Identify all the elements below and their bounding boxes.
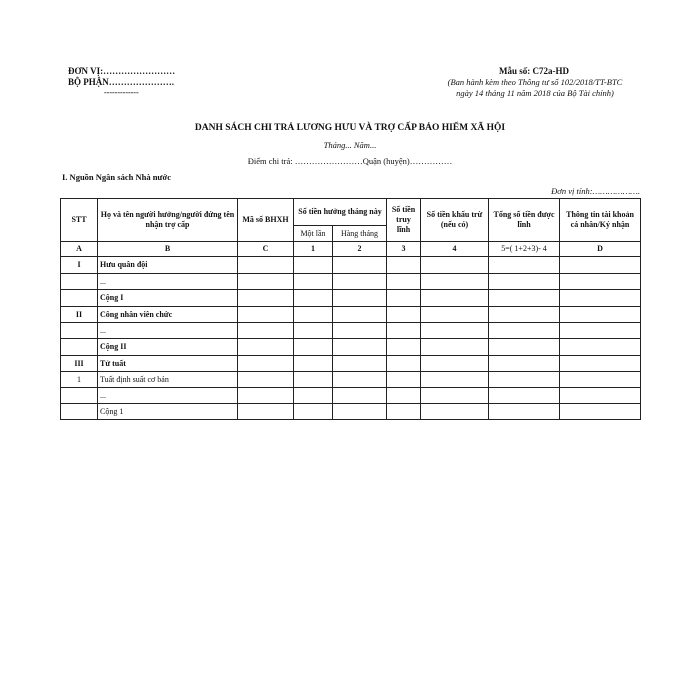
row-empty-cell bbox=[238, 257, 294, 274]
table-row bbox=[61, 274, 641, 290]
row-empty-cell bbox=[489, 290, 560, 307]
month-line: Tháng... Năm... bbox=[323, 140, 377, 150]
row-empty-cell bbox=[294, 339, 333, 356]
pay-point-line: Điểm chi trả: ……………………Quận (huyện)…………… bbox=[247, 156, 453, 166]
row-name-cell: Hưu quân đội bbox=[98, 257, 238, 274]
row-empty-cell bbox=[421, 307, 489, 323]
row-empty-cell bbox=[333, 372, 387, 388]
table-row bbox=[61, 372, 641, 388]
row-empty-cell bbox=[333, 290, 387, 307]
letter-cell: 4 bbox=[421, 242, 489, 257]
table-row bbox=[61, 323, 641, 339]
table-row bbox=[61, 290, 641, 307]
row-empty-cell bbox=[238, 323, 294, 339]
row-empty-cell bbox=[489, 372, 560, 388]
row-empty-cell bbox=[294, 307, 333, 323]
document-title: DANH SÁCH CHI TRẢ LƯƠNG HƯU VÀ TRỢ CẤP BẢO HIỂM XÃ HỘI bbox=[194, 123, 506, 133]
letter-cell: D bbox=[560, 242, 641, 257]
row-empty-cell bbox=[294, 257, 333, 274]
letter-cell: 2 bbox=[333, 242, 387, 257]
row-empty-cell bbox=[489, 274, 560, 290]
header-monthly: Hàng tháng bbox=[333, 226, 387, 242]
letter-cell: 5=( 1+2+3)- 4 bbox=[489, 242, 560, 257]
row-name-cell: ... bbox=[98, 323, 238, 339]
row-empty-cell bbox=[560, 257, 641, 274]
row-empty-cell bbox=[560, 339, 641, 356]
row-empty-cell bbox=[238, 274, 294, 290]
row-empty-cell bbox=[560, 274, 641, 290]
row-empty-cell bbox=[238, 290, 294, 307]
row-empty-cell bbox=[238, 339, 294, 356]
row-empty-cell bbox=[387, 323, 421, 339]
row-empty-cell bbox=[421, 290, 489, 307]
row-name-cell: ... bbox=[98, 274, 238, 290]
row-stt-cell: 1 bbox=[61, 372, 98, 388]
row-empty-cell bbox=[387, 290, 421, 307]
row-name-cell: Cộng I bbox=[98, 290, 238, 307]
row-empty-cell bbox=[294, 372, 333, 388]
row-name-cell: Tử tuất bbox=[98, 356, 238, 372]
row-empty-cell bbox=[238, 388, 294, 404]
unit-label: ĐƠN VỊ:…………………… bbox=[68, 66, 176, 76]
row-empty-cell bbox=[238, 404, 294, 420]
row-stt-cell bbox=[61, 388, 98, 404]
table-row bbox=[61, 404, 641, 420]
table-row bbox=[61, 339, 641, 356]
row-empty-cell bbox=[421, 388, 489, 404]
issued-line-2: ngày 14 tháng 11 năm 2018 của Bộ Tài chính) bbox=[456, 88, 614, 98]
row-empty-cell bbox=[489, 307, 560, 323]
row-empty-cell bbox=[421, 339, 489, 356]
department-label: BỘ PHẬN…………………. bbox=[68, 77, 175, 87]
row-stt-cell bbox=[61, 323, 98, 339]
table-row bbox=[61, 388, 641, 404]
row-empty-cell bbox=[421, 274, 489, 290]
letter-cell: A bbox=[61, 242, 98, 257]
row-empty-cell bbox=[421, 404, 489, 420]
row-empty-cell bbox=[387, 307, 421, 323]
row-empty-cell bbox=[421, 323, 489, 339]
table-row bbox=[61, 356, 641, 372]
row-empty-cell bbox=[333, 404, 387, 420]
header-name: Họ và tên người hưởng/người đứng tên nhận trợ cấp bbox=[98, 199, 238, 242]
table-row bbox=[61, 257, 641, 274]
letter-cell: 1 bbox=[294, 242, 333, 257]
column-letter-row bbox=[61, 242, 641, 257]
row-empty-cell bbox=[333, 274, 387, 290]
row-name-cell: Công nhân viên chức bbox=[98, 307, 238, 323]
row-empty-cell bbox=[238, 356, 294, 372]
row-empty-cell bbox=[387, 339, 421, 356]
header-deductions: Số tiền khấu trừ (nếu có) bbox=[421, 199, 489, 242]
row-empty-cell bbox=[489, 323, 560, 339]
letter-cell: C bbox=[238, 242, 294, 257]
table-row bbox=[61, 307, 641, 323]
row-stt-cell bbox=[61, 404, 98, 420]
row-name-cell: Tuất định suất cơ bản bbox=[98, 372, 238, 388]
header-arrears: Số tiền truy lĩnh bbox=[387, 199, 421, 242]
header-stt: STT bbox=[61, 199, 98, 242]
row-empty-cell bbox=[333, 356, 387, 372]
row-empty-cell bbox=[560, 323, 641, 339]
row-name-cell: ... bbox=[98, 388, 238, 404]
row-empty-cell bbox=[489, 356, 560, 372]
header-bhxh: Mã số BHXH bbox=[238, 199, 294, 242]
payment-table bbox=[60, 198, 641, 420]
header-one-time: Một lần bbox=[294, 226, 333, 242]
header-amount-this-month: Số tiền hưởng tháng này bbox=[294, 199, 387, 226]
row-empty-cell bbox=[560, 388, 641, 404]
row-empty-cell bbox=[421, 356, 489, 372]
row-empty-cell bbox=[560, 356, 641, 372]
row-empty-cell bbox=[294, 388, 333, 404]
row-empty-cell bbox=[333, 307, 387, 323]
row-empty-cell bbox=[489, 404, 560, 420]
row-empty-cell bbox=[489, 257, 560, 274]
row-empty-cell bbox=[387, 372, 421, 388]
row-empty-cell bbox=[333, 388, 387, 404]
row-name-cell: Cộng 1 bbox=[98, 404, 238, 420]
row-empty-cell bbox=[238, 307, 294, 323]
row-empty-cell bbox=[333, 323, 387, 339]
letter-cell: 3 bbox=[387, 242, 421, 257]
row-empty-cell bbox=[333, 257, 387, 274]
row-empty-cell bbox=[560, 372, 641, 388]
row-empty-cell bbox=[238, 372, 294, 388]
row-name-cell: Cộng II bbox=[98, 339, 238, 356]
section-heading: I. Nguồn Ngân sách Nhà nước bbox=[62, 172, 171, 182]
row-stt-cell bbox=[61, 290, 98, 307]
row-empty-cell bbox=[333, 339, 387, 356]
row-empty-cell bbox=[421, 372, 489, 388]
row-empty-cell bbox=[421, 257, 489, 274]
row-empty-cell bbox=[387, 274, 421, 290]
row-stt-cell: III bbox=[61, 356, 98, 372]
issued-line-1: (Ban hành kèm theo Thông tư số 102/2018/TT-BTC bbox=[447, 77, 623, 87]
row-stt-cell bbox=[61, 339, 98, 356]
row-stt-cell bbox=[61, 274, 98, 290]
row-empty-cell bbox=[560, 290, 641, 307]
row-empty-cell bbox=[560, 404, 641, 420]
row-empty-cell bbox=[294, 404, 333, 420]
row-empty-cell bbox=[294, 323, 333, 339]
row-stt-cell: I bbox=[61, 257, 98, 274]
row-empty-cell bbox=[489, 339, 560, 356]
row-empty-cell bbox=[387, 356, 421, 372]
header-account-info: Thông tin tài khoản cá nhân/Ký nhận bbox=[560, 199, 641, 242]
row-empty-cell bbox=[387, 257, 421, 274]
row-empty-cell bbox=[294, 274, 333, 290]
form-code: Mẫu số: C72a-HD bbox=[499, 66, 569, 76]
row-empty-cell bbox=[387, 404, 421, 420]
row-empty-cell bbox=[489, 388, 560, 404]
row-empty-cell bbox=[294, 290, 333, 307]
row-empty-cell bbox=[294, 356, 333, 372]
row-empty-cell bbox=[387, 388, 421, 404]
header-dashes: ------------- bbox=[104, 88, 139, 97]
row-empty-cell bbox=[560, 307, 641, 323]
row-stt-cell: II bbox=[61, 307, 98, 323]
letter-cell: B bbox=[98, 242, 238, 257]
unit-of-measure-line: Đơn vị tính:………………. bbox=[551, 186, 640, 196]
header-total-received: Tổng số tiền được lĩnh bbox=[489, 199, 560, 242]
